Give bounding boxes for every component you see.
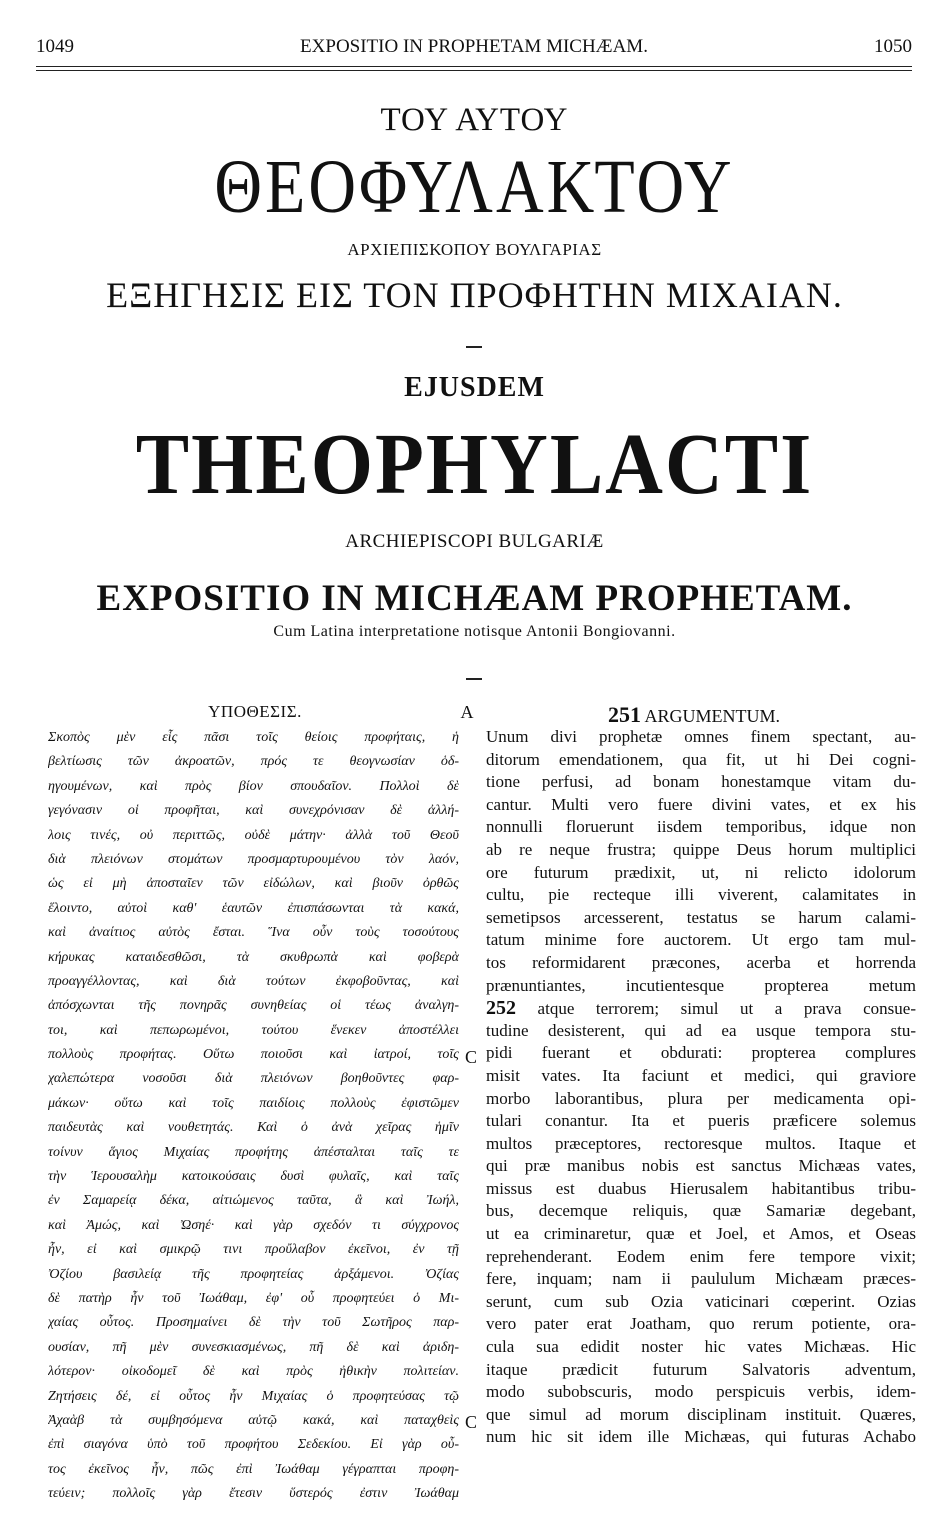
latin-line: tatum minime fore auctorem. Ut ergo tam mul- bbox=[486, 930, 916, 950]
greek-line: παιδευτὰς καὶ νουθετητάς. Καὶ ὁ ἀνὰ χεῖρας ἡμῖν bbox=[48, 1120, 459, 1136]
latin-title-line1: EJUSDEM bbox=[404, 372, 545, 403]
greek-line: ὡς εἰ μὴ ἀποσταῖεν τῶν εἰδώλων, καὶ βιοῦν ὀρθῶς bbox=[48, 876, 459, 892]
latin-line: morbo laborantibus, plura per medicamenta opi- bbox=[486, 1088, 916, 1108]
greek-line: προαγγέλλοντας, καὶ διὰ τούτων ἐκφοβοῦντας, καὶ bbox=[48, 973, 459, 989]
greek-line: καὶ ἀναίτιος αὐτὸς ἔσται. Ἵνα οὖν τοὺς τοσούτους bbox=[48, 925, 459, 941]
greek-title-line1: ΤΟΥ ΑΥΤΟΥ bbox=[380, 102, 569, 138]
latin-line: pidi fuerant et obdurati: propterea complures bbox=[486, 1043, 916, 1063]
latin-line: fere, inquam; nam ii paululum Michæam præces- bbox=[486, 1269, 916, 1289]
latin-line: itaque prædicit futurum Salvatoris adventum, bbox=[486, 1359, 916, 1379]
greek-line: ηγουμένων, καὶ πρὸς βίον σπουδαῖον. Πολλοὶ δὲ bbox=[48, 778, 459, 794]
greek-line: πολλοὺς προφήτας. Οὕτω ποιοῦσι καὶ ἰατροί, τοῖς bbox=[48, 1047, 459, 1063]
latin-line-with-number bbox=[486, 997, 916, 1020]
latin-line: que simul ad morum disciplinam instituit. Quæres, bbox=[486, 1404, 916, 1424]
greek-line: ἐν Σαμαρείᾳ δέκα, αἰτιώμενος ταῦτα, ἃ καὶ Ἰωήλ, bbox=[48, 1193, 459, 1209]
latin-line: bus, decemque reliquis, quæ Samariæ degebant, bbox=[486, 1201, 916, 1221]
latin-line: serunt, cum sub Ozia vaticinari cœperint. Ozias bbox=[486, 1291, 916, 1311]
greek-line: βελτίωσις τῶν ἀκροατῶν, πρός τε θεογνωσίαν ὁδ- bbox=[48, 754, 459, 770]
greek-line: τὴν Ἱερουσαλὴμ κατοικούσαις δυσὶ φυλαῖς, καὶ ταῖς bbox=[48, 1169, 459, 1185]
greek-line: τοίνυν ἅγιος Μιχαίας προφήτης ἀπέσταλται ταῖς τε bbox=[48, 1144, 459, 1160]
margin-marker-a: A bbox=[460, 702, 474, 722]
latin-line: tulari conantur. Ita et pueris præficere solemus bbox=[486, 1111, 916, 1131]
greek-line: Σκοπὸς μὲν εἷς πᾶσι τοῖς θείοις προφήταις, ἡ bbox=[48, 730, 459, 745]
greek-line: ἀπόσχωνται τῆς πονηρᾶς συνηθείας οἱ τέως ἀναλγη- bbox=[48, 998, 459, 1014]
column-number: 251 bbox=[608, 702, 641, 727]
latin-line: ut ea criminaretur, quæ et Joel, et Amos, et Oseas bbox=[486, 1224, 916, 1244]
greek-line: λοις τινές, οὐ περιττῶς, οὐδὲ μάτην· ἀλλὰ τοῦ Θεοῦ bbox=[48, 827, 459, 843]
margin-marker-c-second: C bbox=[464, 1412, 477, 1432]
greek-line: λότερον· οἰκοδομεῖ δὲ καὶ πρὸς ἠθικὴν πολιτείαν. bbox=[48, 1364, 459, 1380]
latin-line: cula sua edidit noster hic vates Michæas. Hic bbox=[486, 1337, 916, 1357]
running-head bbox=[36, 34, 912, 60]
greek-line: κήρυκας καταιδεσθῶσι, τὰ σκυθρωπὰ καὶ φοβερὰ bbox=[48, 949, 459, 965]
latin-line: cantur. Multi vero fuere divini vates, et ex his bbox=[486, 794, 916, 814]
greek-line: χαλεπώτερα νοσοῦσι διὰ πλειόνων βοηθοῦντες φαρ- bbox=[48, 1071, 459, 1087]
greek-line: Ἀχαὰβ τὰ συμβησόμενα αὐτῷ κακά, καὶ παταχθεὶς bbox=[48, 1412, 459, 1428]
latin-author-office: ARCHIEPISCOPI BULGARIÆ bbox=[345, 531, 604, 552]
latin-line: tione perfusi, ad bonam honestamque vitam du- bbox=[486, 772, 916, 792]
greek-work-title: ΕΞΗΓΗΣΙΣ ΕΙΣ ΤΟΝ ΠΡΟΦΗΤΗΝ ΜΙΧΑΙΑΝ. bbox=[106, 275, 843, 315]
latin-line: tos reformidarent præcones, acerba et horrenda bbox=[486, 952, 916, 972]
latin-line: vero pater erat Joatham, quo rerum potiente, ora- bbox=[486, 1314, 916, 1334]
latin-line: prænuntiantes, incutientesque propterea metum bbox=[486, 975, 916, 995]
latin-text-column bbox=[486, 726, 916, 1449]
latin-line: tudine desisterent, qui ad ea usque tempora stu- bbox=[486, 1020, 916, 1040]
greek-line: διὰ πλειόνων στομάτων προσμαρτυρουμένου τὸν λαόν, bbox=[48, 851, 459, 867]
latin-line: misit vates. Ita faciunt et medici, qui graviore bbox=[486, 1065, 916, 1085]
latin-line: ab re neque frustra; quippe Deus horum multiplici bbox=[486, 839, 916, 859]
page-number-right: 1050 bbox=[874, 36, 912, 57]
greek-line: χαίας οὗτος. Προσημαίνει δὲ τὴν τοῦ Σωτῆρος παρ- bbox=[48, 1315, 459, 1331]
section-separator bbox=[466, 678, 482, 680]
latin-column-heading bbox=[608, 702, 780, 728]
greek-text-column bbox=[48, 726, 459, 1507]
greek-line: Ζητήσεις δέ, εἰ οὗτος ἦν Μιχαίας ὁ προφητεύσας τῷ bbox=[48, 1388, 459, 1404]
latin-line: qui præ manibus nobis est sanctus Michæas vates, bbox=[486, 1156, 916, 1176]
edition-note: Cum Latina interpretatione notisque Antonii Bongiovanni. bbox=[273, 623, 676, 640]
latin-line: num hic sit idem ille Michæas, qui futuras Achabo bbox=[486, 1427, 916, 1447]
latin-line: ditorum emendationem, qua fit, ut hi Dei cogni- bbox=[486, 749, 916, 769]
latin-line: cultu, pie recteque illi viverent, calamitates in bbox=[486, 885, 916, 905]
latin-line: ore futurum prædixit, ut, ni relicto idolorum bbox=[486, 862, 916, 882]
margin-marker-c: C bbox=[464, 1047, 477, 1067]
latin-line: multos præceptores, rectoresque multos. Itaque et bbox=[486, 1133, 916, 1153]
latin-line: missus est duabus Hierusalem habitantibus tribu- bbox=[486, 1178, 916, 1198]
greek-line: ἐπὶ σιαγόνα ὑπὸ τοῦ προφήτου Σεδεκίου. Εἰ γὰρ οὗ- bbox=[48, 1437, 459, 1453]
latin-line: semetipsos arcesserent, testatus se harum calami- bbox=[486, 907, 916, 927]
greek-line: τος ἐκεῖνος ἦν, πῶς ἐπὶ Ἰωάθαμ γέγραπται προφη- bbox=[48, 1461, 459, 1477]
greek-author-name: ΘΕΟΦΥΛΑΚΤΟΥ bbox=[214, 145, 735, 230]
greek-line: ἦν, εἰ καὶ σμικρῷ τινι προὔλαβον ἐκεῖνοι, ἐν τῇ bbox=[48, 1242, 459, 1258]
latin-line: reprehenderant. Eodem enim fere tempore vixit; bbox=[486, 1246, 916, 1266]
greek-column-heading: ΥΠΟΘΕΣΙΣ. bbox=[208, 702, 302, 721]
head-rule bbox=[36, 66, 912, 67]
greek-line: δὲ πατὴρ ἦν τοῦ Ἰωάθαμ, ἐφ' οὗ προφητεύει ὁ Μι- bbox=[48, 1290, 459, 1306]
latin-heading-text: ARGUMENTUM. bbox=[644, 706, 781, 726]
column-number-inline: 252 bbox=[486, 997, 516, 1020]
greek-line: Ὀζίου βασιλείᾳ τῆς προφητείας ἀρξάμενοι. Ὀζίας bbox=[48, 1266, 459, 1282]
greek-line: ἕλοιντο, αὐτοὶ καθ' ἑαυτῶν ἐπισπάσωνται τὰ κακά, bbox=[48, 900, 459, 916]
latin-work-title: EXPOSITIO IN MICHÆAM PROPHETAM. bbox=[96, 578, 853, 619]
greek-line: τοι, καὶ πεπωρωμένοι, τούτου ἕνεκεν ἀποστέλλει bbox=[48, 1022, 459, 1038]
latin-line: modo subobscuris, modo perspicuis verbis, idem- bbox=[486, 1382, 916, 1402]
head-rule-double bbox=[36, 70, 912, 71]
latin-line: Unum divi prophetæ omnes finem spectant, au- bbox=[486, 727, 916, 746]
latin-author-name: THEOPHYLACTI bbox=[135, 417, 814, 513]
greek-line: τεύειν; πολλοῖς γὰρ ἔτεσιν ὕστερός ἐστιν Ἰωάθαμ bbox=[48, 1486, 459, 1502]
greek-line: ουσίαν, πῆ μὲν συνεσκιασμένως, πῆ δὲ καὶ ἀριδη- bbox=[48, 1339, 459, 1355]
running-title: EXPOSITIO IN PROPHETAM MICHÆAM. bbox=[300, 36, 648, 57]
page-number-left: 1049 bbox=[36, 36, 74, 57]
latin-line-text: atque terrorem; simul ut a prava consue- bbox=[537, 999, 916, 1019]
latin-line: nonnulli floruerunt iisdem temporibus, idque non bbox=[486, 817, 916, 837]
greek-line: γεγόνασιν οἱ προφῆται, καὶ συνεχρόνισαν δὲ ἀλλή- bbox=[48, 803, 459, 819]
title-separator bbox=[466, 346, 482, 348]
greek-line: καὶ Ἀμώς, καὶ Ὠσηέ· καὶ γὰρ σχεδόν τι σύγχρονος bbox=[48, 1217, 459, 1233]
greek-author-office: ΑΡΧΙΕΠΙΣΚΟΠΟΥ ΒΟΥΛΓΑΡΙΑΣ bbox=[347, 240, 602, 259]
greek-line: μάκων· οὕτω καὶ τοῖς παιδίοις πολλοὺς ἐφιστῶμεν bbox=[48, 1095, 459, 1111]
